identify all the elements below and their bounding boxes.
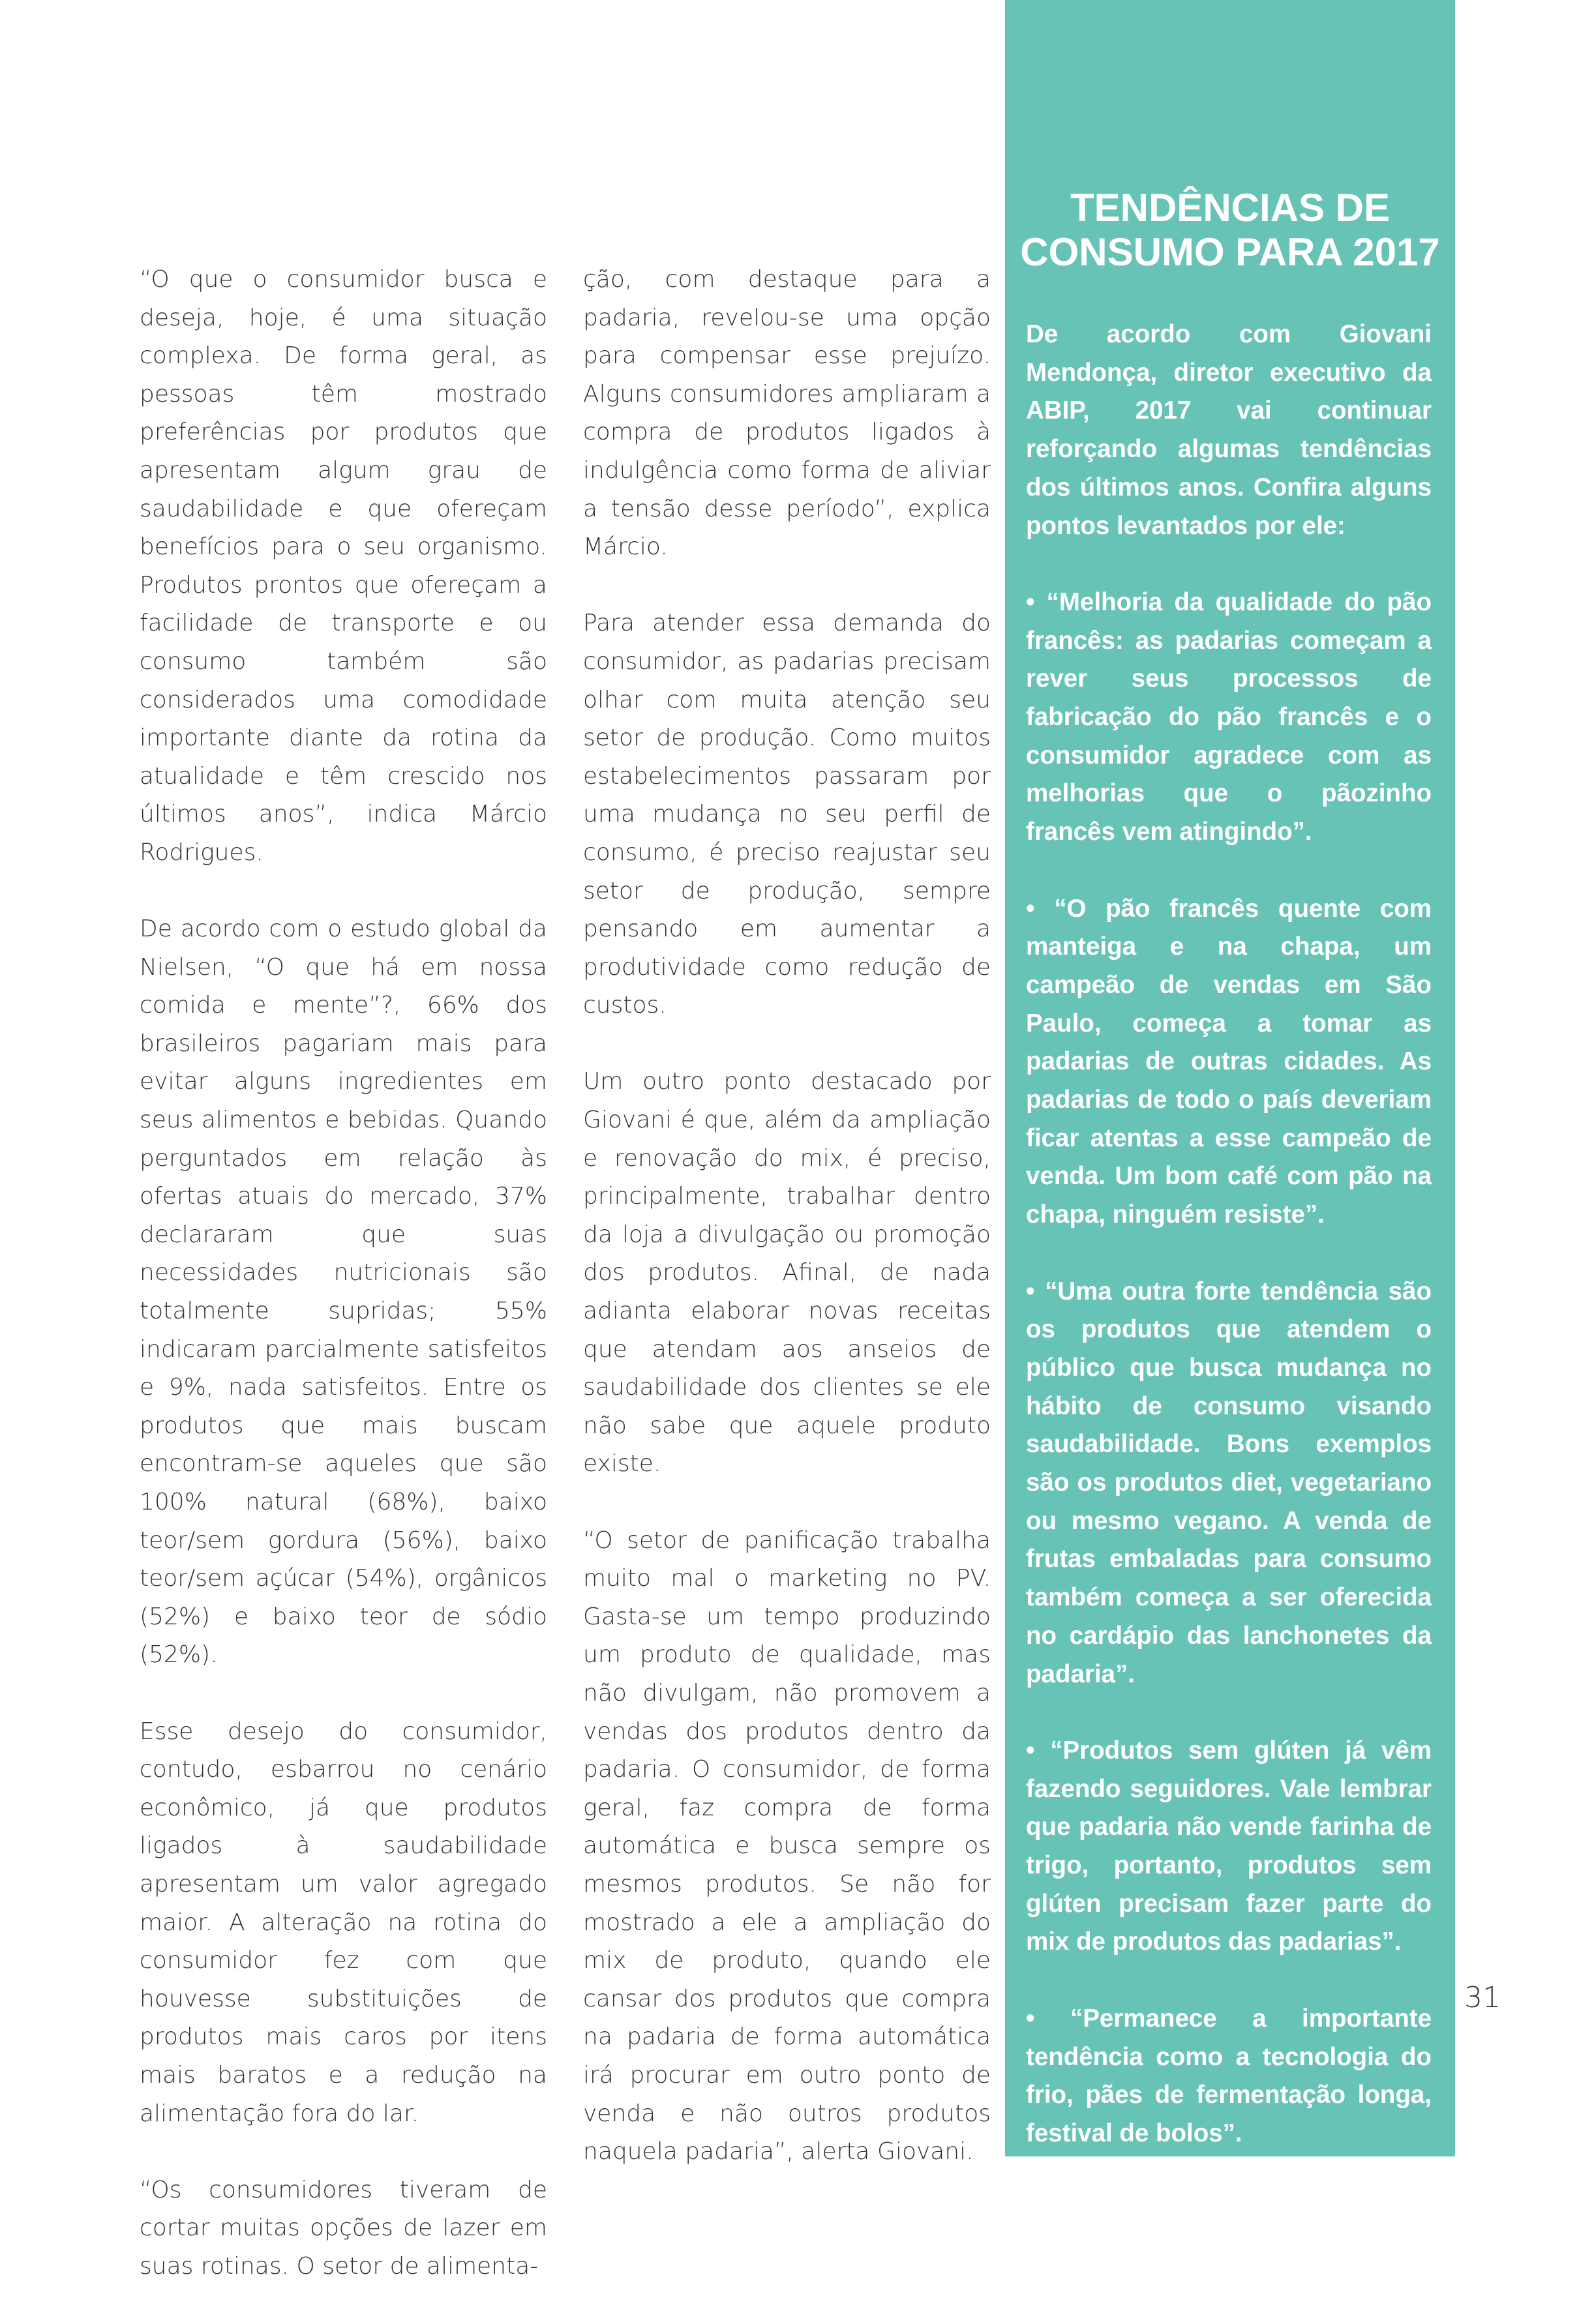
paragraph: “O que o consumidor busca e deseja, hoje, é uma situação complexa. De forma geral, as pessoas têm mostrado preferências por produtos que apresentam algum grau de saudabilidade e que ofereçam benefícios para o seu organismo. Produtos prontos que ofereçam a facilidade de transporte e ou consumo também são considerados uma comodidade importante diante da rotina da atualidade e têm crescido nos últimos anos”, indica Márcio Rodrigues.	[140, 266, 547, 866]
sidebar-bullet: • “Permanece a importante tendência como a tecnologia do frio, pães de fermentação longa, festival de bolos”.	[1026, 2004, 1432, 2147]
paragraph: De acordo com o estudo global da Nielsen, “O que há em nossa comida e mente”?, 66% dos brasileiros pagariam mais para evitar alguns ingredientes em seus alimentos e bebidas. Quando perguntados em relação às ofertas atuais do mercado, 37% declararam que suas necessidades nutricionais são totalmente supridas; 55% indicaram parcialmente satisfeitos e 9%, nada satisfeitos. Entre os produtos que mais buscam encontram-se aqueles que são 100% natural (68%), baixo teor/sem gordura (56%), baixo teor/sem açúcar (54%), orgânicos (52%) e baixo teor de sódio (52%).	[140, 916, 547, 1669]
paragraph: “Os consumidores tiveram de cortar muitas opções de lazer em suas rotinas. O setor de alimenta-	[140, 2176, 547, 2280]
paragraph: “O setor de panificação trabalha muito mal o marketing no PV. Gasta-se um tempo produzindo um produto de qualidade, mas não divulgam, não promovem a vendas dos produtos dentro da padaria. O consumidor, de forma geral, faz compra de forma automática e busca sempre os mesmos produtos. Se não for mostrado a ele a ampliação do mix de produto, quando ele cansar dos produtos que compra na padaria de forma automática irá procurar em outro ponto de venda e não outros produtos naquela padaria”, alerta Giovani.	[583, 1527, 991, 2166]
sidebar-bullet: • “O pão francês quente com manteiga e na chapa, um campeão de vendas em São Paulo, começa a tomar as padarias de outras cidades. As padarias de todo o país deveriam ficar atentas a esse campeão de venda. Um bom café com pão na chapa, ninguém resiste”.	[1026, 894, 1432, 1229]
sidebar-bullet: • “Melhoria da qualidade do pão francês: as padarias começam a rever seus processos de fabricação do pão francês e o consumidor agradece com as melhorias que o pãozinho francês vem atingindo”.	[1026, 588, 1432, 846]
sidebar-body	[1026, 316, 1432, 2191]
article-column-middle	[583, 261, 991, 2209]
paragraph: Para atender essa demanda do consumidor, as padarias precisam olhar com muita atenção seu setor de produção. Como muitos estabelecimentos passaram por uma mudança no seu perfil de consumo, é preciso reajustar seu setor de produção, sempre pensando em aumentar a produtividade como redução de custos.	[583, 610, 991, 1019]
sidebar-bullet: • “Uma outra forte tendência são os produtos que atendem o público que busca mudança no hábito de consumo visando saudabilidade. Bons exemplos são os produtos diet, vegetariano ou mesmo vegano. A venda de frutas embaladas para consumo também começa a ser oferecida no cardápio das lanchonetes da padaria”.	[1026, 1277, 1432, 1688]
paragraph: Esse desejo do consumidor, contudo, esbarrou no cenário econômico, já que produtos ligados à saudabilidade apresentam um valor agregado maior. A alteração na rotina do consumidor fez com que houvesse substituições de produtos mais caros por itens mais baratos e a redução na alimentação fora do lar.	[140, 1718, 547, 2127]
sidebar-intro: De acordo com Giovani Mendonça, diretor executivo da ABIP, 2017 vai continuar reforçando algumas tendências dos últimos anos. Confira alguns pontos levantados por ele:	[1026, 320, 1432, 540]
page-number: 31	[1464, 1981, 1501, 2014]
article-column-left	[140, 261, 547, 2324]
sidebar-bullet: • “Produtos sem glúten já vêm fazendo seguidores. Vale lembrar que padaria não vende farinha de trigo, portanto, produtos sem glúten precisam fazer parte do mix de produtos das padarias”.	[1026, 1736, 1432, 1956]
paragraph: Um outro ponto destacado por Giovani é que, além da ampliação e renovação do mix, é preciso, principalmente, trabalhar dentro da loja a divulgação ou promoção dos produtos. Afinal, de nada adianta elaborar novas receitas que atendam aos anseios de saudabilidade dos clientes se ele não sabe que aquele produto existe.	[583, 1068, 991, 1478]
sidebar-title: TENDÊNCIAS DE CONSUMO PARA 2017	[1020, 186, 1440, 274]
paragraph: ção, com destaque para a padaria, revelou-se uma opção para compensar esse prejuízo. Alguns consumidores ampliaram a compra de produtos ligados à indulgência como forma de aliviar a tensão desse período”, explica Márcio.	[583, 266, 991, 561]
